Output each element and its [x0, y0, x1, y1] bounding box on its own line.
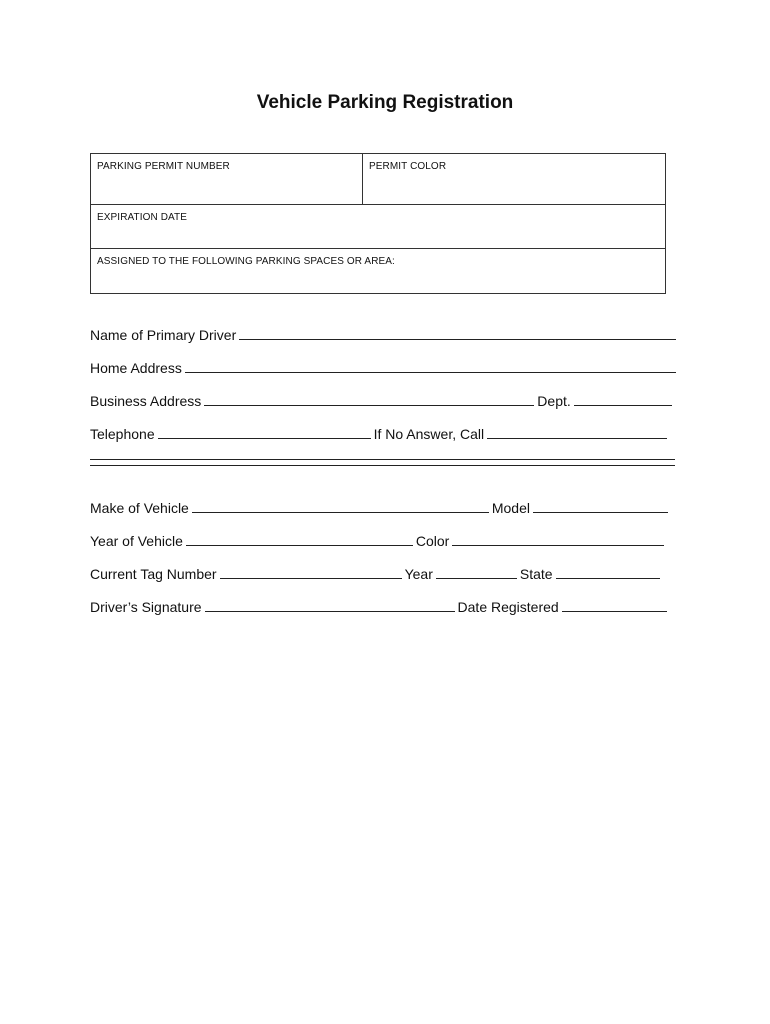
telephone-label: Telephone [90, 426, 155, 442]
year-row [90, 532, 667, 549]
home-address-label: Home Address [90, 360, 182, 376]
date-registered-line[interactable] [562, 598, 667, 612]
business-address-row [90, 392, 675, 409]
dept-line[interactable] [574, 392, 672, 406]
date-registered-label: Date Registered [457, 599, 559, 615]
business-address-label: Business Address [90, 393, 202, 409]
form-title: Vehicle Parking Registration [256, 92, 514, 113]
year-of-vehicle-line[interactable] [186, 532, 413, 546]
make-line[interactable] [192, 499, 489, 513]
assigned-spaces-label: ASSIGNED TO THE FOLLOWING PARKING SPACES OR AREA: [97, 256, 395, 267]
state-line[interactable] [556, 565, 660, 579]
make-row [90, 499, 671, 516]
section-divider [90, 459, 675, 466]
permit-number-field[interactable] [91, 154, 363, 205]
no-answer-label: If No Answer, Call [373, 426, 485, 442]
expiration-date-field[interactable] [91, 205, 665, 249]
tag-year-line[interactable] [436, 565, 517, 579]
model-line[interactable] [533, 499, 668, 513]
color-line[interactable] [452, 532, 664, 546]
permit-color-field[interactable] [363, 154, 665, 205]
make-label: Make of Vehicle [90, 500, 189, 516]
color-label: Color [415, 533, 450, 549]
signature-line[interactable] [205, 598, 455, 612]
telephone-line[interactable] [158, 425, 371, 439]
primary-driver-label: Name of Primary Driver [90, 327, 237, 343]
assigned-spaces-field[interactable] [91, 249, 665, 293]
tag-row [90, 565, 663, 582]
tag-number-label: Current Tag Number [90, 566, 217, 582]
home-address-line[interactable] [185, 359, 676, 373]
business-address-line[interactable] [204, 392, 534, 406]
model-label: Model [491, 500, 530, 516]
telephone-row [90, 425, 670, 442]
signature-label: Driver’s Signature [90, 599, 202, 615]
dept-label: Dept. [537, 393, 571, 409]
signature-row [90, 598, 670, 615]
year-of-vehicle-label: Year of Vehicle [90, 533, 183, 549]
expiration-date-label: EXPIRATION DATE [97, 212, 188, 223]
primary-driver-row [90, 326, 679, 343]
permit-info-box [90, 153, 666, 294]
permit-color-label: PERMIT COLOR [369, 161, 447, 172]
state-label: State [519, 566, 553, 582]
primary-driver-line[interactable] [239, 326, 676, 340]
no-answer-line[interactable] [487, 425, 667, 439]
tag-year-label: Year [404, 566, 433, 582]
tag-number-line[interactable] [220, 565, 402, 579]
permit-number-label: PARKING PERMIT NUMBER [97, 161, 230, 172]
home-address-row [90, 359, 679, 376]
